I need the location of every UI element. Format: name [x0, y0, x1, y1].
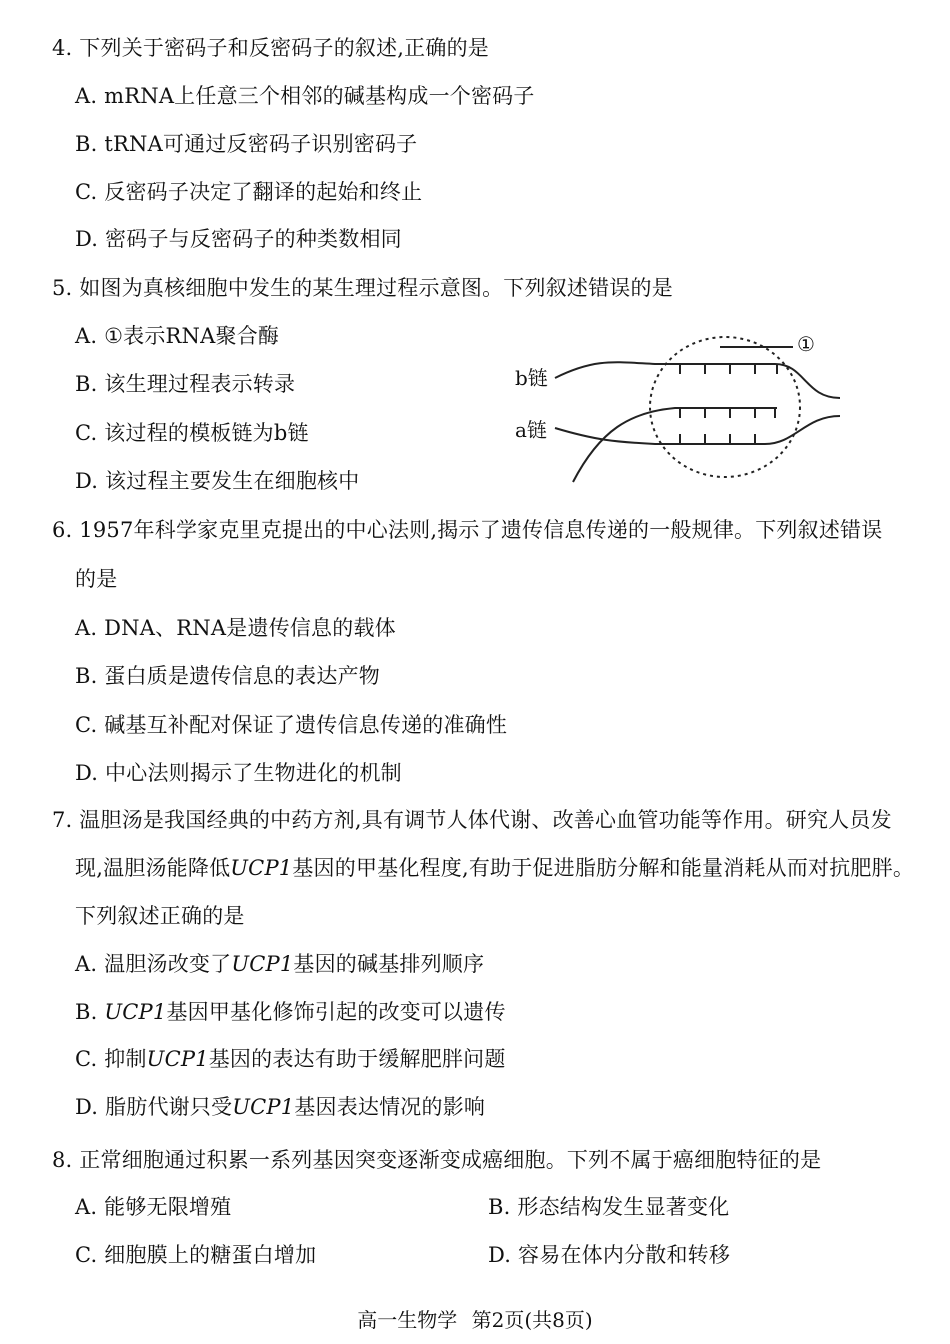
q6-option-b: B. 蛋白质是遗传信息的表达产物	[75, 664, 380, 688]
q8-option-a: A. 能够无限增殖	[75, 1195, 232, 1219]
footer-subject: 高一生物学	[357, 1308, 458, 1332]
q7-option-a: A. 温胆汤改变了UCP1基因的碱基排列顺序	[75, 952, 485, 976]
label-a-strand: a链	[515, 418, 547, 442]
q4-stem: 4. 下列关于密码子和反密码子的叙述,正确的是	[52, 36, 489, 60]
q8-option-b: B. 形态结构发生显著变化	[488, 1195, 730, 1219]
q7-option-b-gene: UCP1	[104, 1000, 167, 1024]
q4-option-d: D. 密码子与反密码子的种类数相同	[75, 227, 402, 251]
q4-option-b: B. tRNA可通过反密码子识别密码子	[75, 132, 418, 156]
footer-page-number: 第2页(共8页)	[471, 1308, 593, 1332]
q7-stem-line2	[75, 854, 914, 882]
q7-option-c: C. 抑制UCP1基因的表达有助于缓解肥胖问题	[75, 1047, 506, 1071]
b-strand-line	[555, 362, 840, 398]
q7-stem-line2-end: 基因的甲基化程度,有助于促进脂肪分解和能量消耗从而对抗肥胖。	[292, 856, 915, 880]
q6-stem-line1: 6. 1957年科学家克里克提出的中心法则,揭示了遗传信息传递的一般规律。下列叙述错误	[52, 518, 883, 542]
b-strand-ticks	[680, 364, 777, 374]
q7-stem-line1: 7. 温胆汤是我国经典的中药方剂,具有调节人体代谢、改善心血管功能等作用。研究人员发	[52, 808, 892, 832]
q6-stem-line2: 的是	[75, 567, 118, 591]
transcription-diagram	[505, 320, 850, 495]
q7-stem-line3: 下列叙述正确的是	[75, 904, 245, 928]
q8-option-d: D. 容易在体内分散和转移	[488, 1243, 731, 1267]
q6-option-a: A. DNA、RNA是遗传信息的载体	[75, 616, 396, 640]
q7-stem-line2-start: 现,温胆汤能降低	[75, 856, 231, 880]
q5-option-c: C. 该过程的模板链为b链	[75, 421, 309, 445]
q4-option-a: A. mRNA上任意三个相邻的碱基构成一个密码子	[75, 84, 535, 108]
q8-option-c: C. 细胞膜上的糖蛋白增加	[75, 1243, 317, 1267]
q7-option-c-gene: UCP1	[146, 1047, 209, 1071]
q7-option-b: B. UCP1基因甲基化修饰引起的改变可以遗传	[75, 1000, 506, 1024]
rna-strand-ticks	[680, 408, 775, 418]
label-circled-1: ①	[797, 332, 815, 356]
q5-stem: 5. 如图为真核细胞中发生的某生理过程示意图。下列叙述错误的是	[52, 276, 673, 300]
a-strand-line	[555, 416, 840, 444]
q7-gene-name: UCP1	[230, 856, 293, 880]
q7-option-a-gene: UCP1	[231, 952, 294, 976]
q6-option-d: D. 中心法则揭示了生物进化的机制	[75, 761, 402, 785]
q6-option-c: C. 碱基互补配对保证了遗传信息传递的准确性	[75, 713, 508, 737]
q7-option-d: D. 脂肪代谢只受UCP1基因表达情况的影响	[75, 1095, 486, 1119]
q5-option-d: D. 该过程主要发生在细胞核中	[75, 469, 360, 493]
q7-option-d-gene: UCP1	[232, 1095, 295, 1119]
page-footer	[0, 1306, 950, 1334]
label-b-strand: b链	[515, 366, 548, 390]
a-strand-ticks	[680, 434, 755, 444]
q4-option-c: C. 反密码子决定了翻译的起始和终止	[75, 180, 423, 204]
q5-option-b: B. 该生理过程表示转录	[75, 372, 296, 396]
q5-option-a: A. ①表示RNA聚合酶	[75, 324, 280, 348]
q8-stem: 8. 正常细胞通过积累一系列基因突变逐渐变成癌细胞。下列不属于癌细胞特征的是	[52, 1148, 822, 1172]
